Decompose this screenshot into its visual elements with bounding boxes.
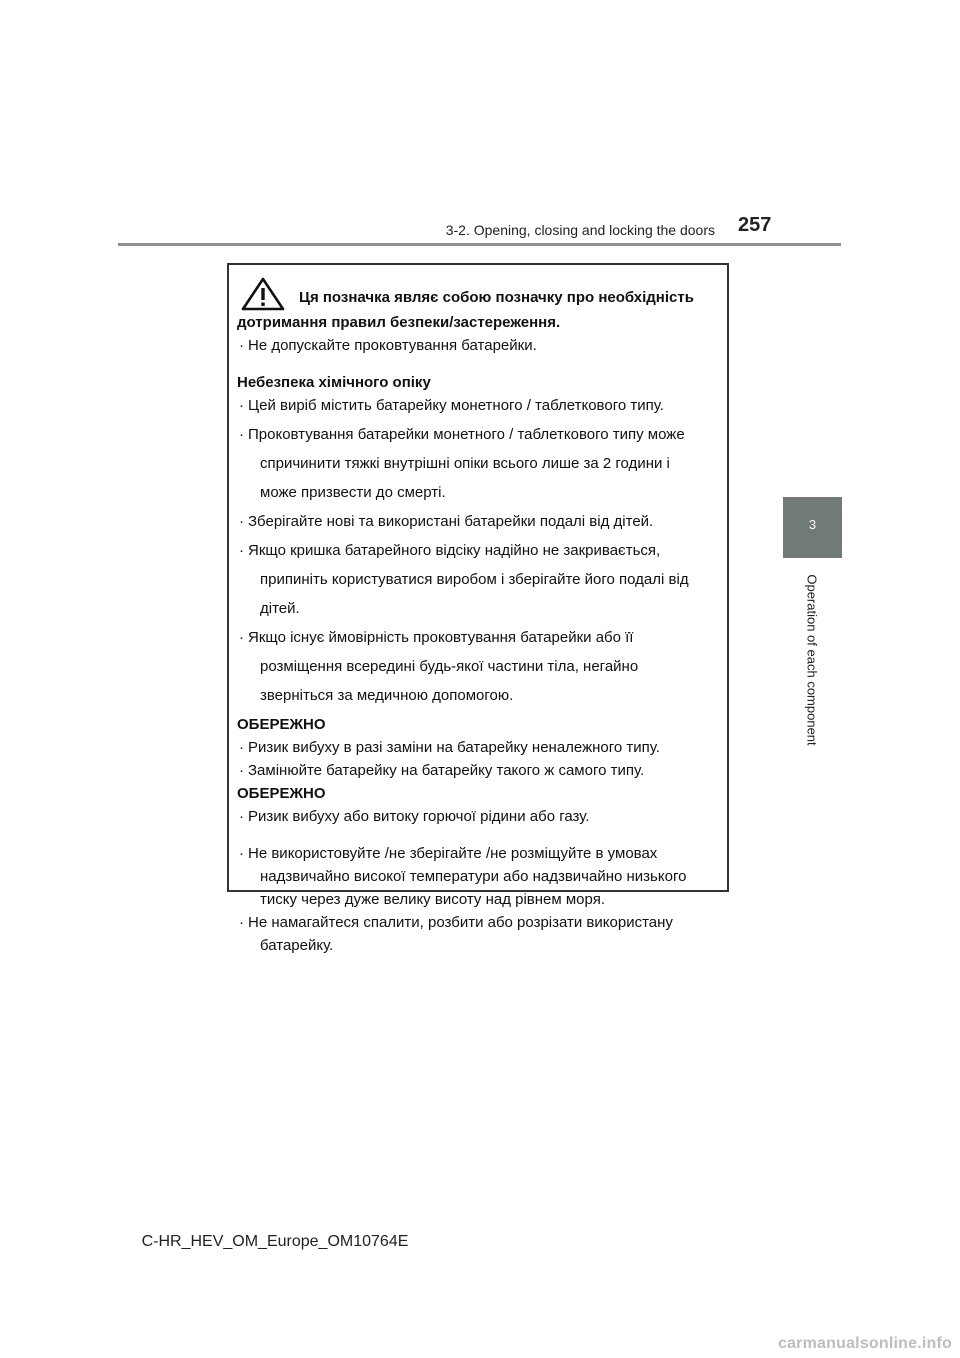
caution-bullet: · Ризик вибуху в разі заміни на батарейку неналежного типу. bbox=[239, 739, 660, 756]
chapter-label: Operation of each component bbox=[804, 574, 820, 746]
warning-triangle-icon bbox=[241, 277, 285, 311]
chapter-tab bbox=[783, 497, 842, 558]
chem-bullet: · Якщо існує ймовірність проковтування батарейки або її bbox=[239, 629, 634, 646]
section-title: 3-2. Opening, closing and locking the doors bbox=[445, 222, 715, 238]
document-id: C-HR_HEV_OM_Europe_OM10764E bbox=[141, 1233, 409, 1250]
chem-bullet: · Якщо кришка батарейного відсіку надійно не закривається, bbox=[239, 542, 661, 559]
chem-bullet: · Зберігайте нові та використані батарейки подалі від дітей. bbox=[239, 513, 654, 530]
chem-bullet-cont: спричинити тяжкі внутрішні опіки всього лише за 2 години і bbox=[260, 455, 670, 472]
caution-bullet: · Замінюйте батарейку на батарейку такого ж самого типу. bbox=[239, 762, 645, 779]
final-bullet: · Не використовуйте /не зберігайте /не розміщуйте в умовах bbox=[239, 845, 658, 862]
warning-title-line1: Ця позначка являє собою позначку про необхідність bbox=[299, 289, 694, 306]
final-bullet-cont: тиску через дуже велику висоту над рівнем моря. bbox=[260, 891, 605, 908]
warning-title-line2: дотримання правил безпеки/застереження. bbox=[237, 314, 561, 331]
chem-bullet-cont: може призвести до смерті. bbox=[260, 484, 446, 501]
chem-bullet-cont: дітей. bbox=[260, 600, 300, 617]
caution-bullet: · Ризик вибуху або витоку горючої рідини або газу. bbox=[239, 808, 590, 825]
caution-heading: ОБЕРЕЖНО bbox=[237, 716, 326, 733]
chem-bullet-cont: припиніть користуватися виробом і зберігайте його подалі від bbox=[260, 571, 689, 588]
chem-bullet: · Цей виріб містить батарейку монетного / таблеткового типу. bbox=[239, 397, 664, 414]
final-bullet-cont: батарейку. bbox=[260, 937, 334, 954]
final-bullet-cont: надзвичайно високої температури або надзвичайно низького bbox=[260, 868, 687, 885]
chem-bullet-cont: розміщення всередині будь-якої частини тіла, негайно bbox=[260, 658, 639, 675]
final-bullet: · Не намагайтеся спалити, розбити або розрізати використану bbox=[239, 914, 673, 931]
chem-bullet: · Проковтування батарейки монетного / таблеткового типу може bbox=[239, 426, 685, 443]
page-number: 257 bbox=[738, 214, 772, 236]
chapter-number: 3 bbox=[808, 517, 817, 532]
caution-heading: ОБЕРЕЖНО bbox=[237, 785, 326, 802]
intro-bullet: · Не допускайте проковтування батарейки. bbox=[239, 337, 537, 354]
chem-bullet-cont: зверніться за медичною допомогою. bbox=[260, 687, 514, 704]
warning-title bbox=[237, 277, 719, 311]
watermark: carmanualsonline.info bbox=[777, 1335, 952, 1352]
battery-warning-box bbox=[227, 263, 729, 954]
header-divider bbox=[118, 243, 841, 246]
chemical-burn-heading: Небезпека хімічного опіку bbox=[237, 374, 431, 391]
